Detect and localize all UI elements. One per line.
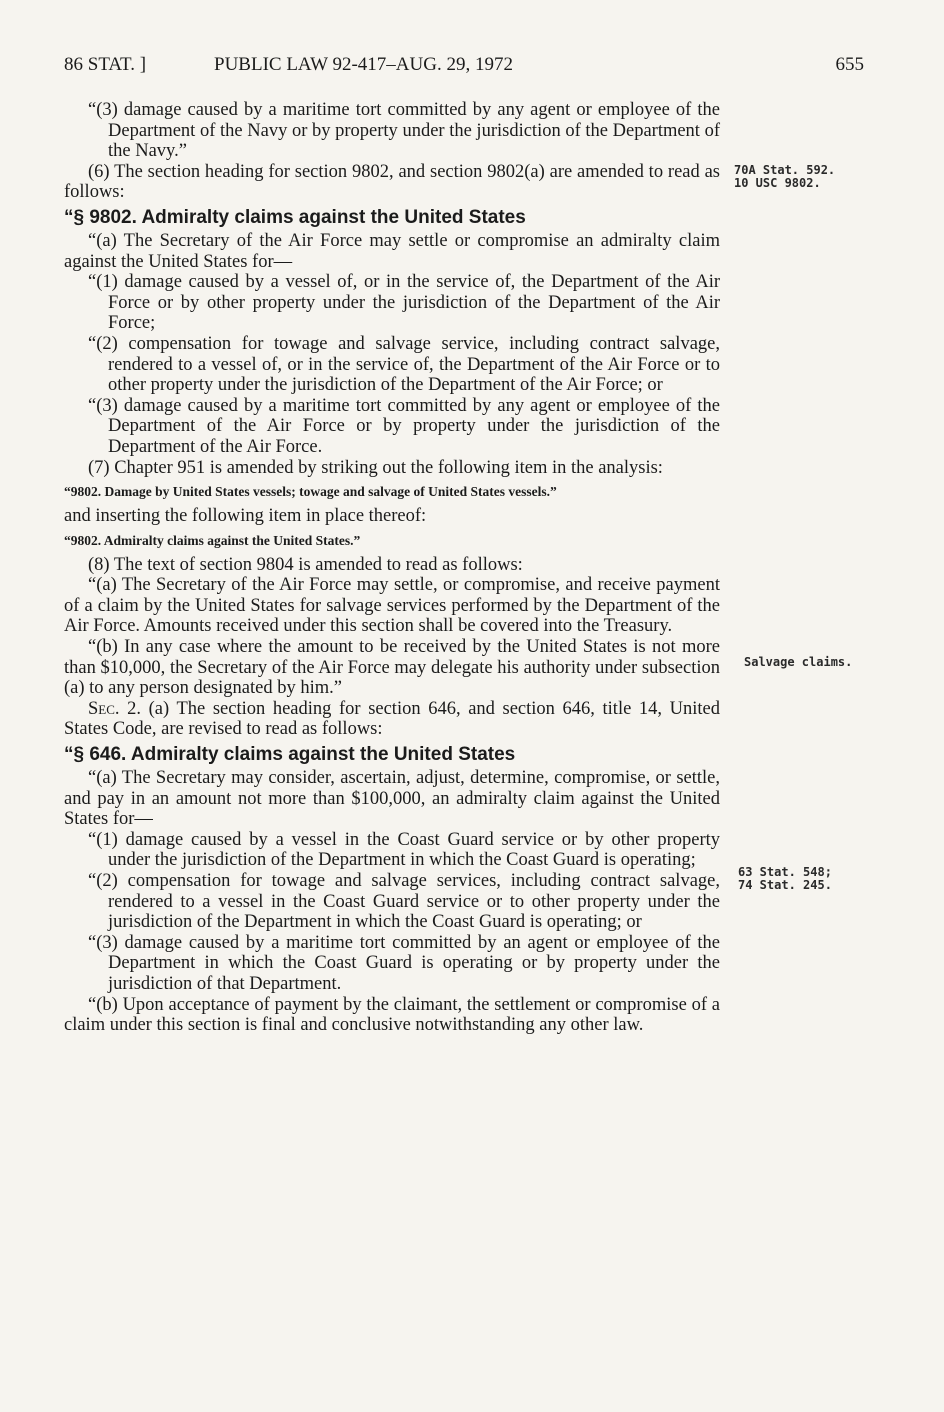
margin-note-line: 70A Stat. 592. xyxy=(734,163,836,177)
paragraph-646-a-2: “(2) compensation for towage and salvage services, including contract salvage, rendered to a vessel in the Coast Guard service or to other property under the jurisdiction of the Department in which the Coast Guard is operating; or xyxy=(88,871,720,933)
paragraph-9804-a: “(a) The Secretary of the Air Force may settle, or compromise, and receive payment of a claim by the United States for salvage services performed by the Department of the Air Force. Amounts received under this section shall be covered into the Treasury. xyxy=(64,575,720,637)
header-page-number: 655 xyxy=(835,54,864,75)
paragraph-646-b: “(b) Upon acceptance of payment by the claimant, the settlement or compromise of a claim under this section is final and conclusive notwithstanding any other law. xyxy=(64,994,720,1036)
analysis-item-insert: “9802. Admiralty claims against the United States.” xyxy=(64,532,361,548)
margin-note-line: 10 USC 9802. xyxy=(734,176,821,190)
paragraph-insert: and inserting the following item in place thereof: xyxy=(64,506,427,527)
margin-note-line: 63 Stat. 548; xyxy=(738,865,832,879)
paragraph-9802-a: “(a) The Secretary of the Air Force may settle or compromise an admiralty claim against the United States for— xyxy=(64,230,720,272)
paragraph-9802-a-2: “(2) compensation for towage and salvage service, including contract salvage, rendered to a vessel of, or in the service of, the Department of the Air Force or to other property under the jurisdiction of the Department of the Air Force; or xyxy=(88,333,720,396)
paragraph-8: (8) The text of section 9804 is amended to read as follows: xyxy=(88,554,523,575)
header-volume: 86 STAT. ] xyxy=(64,54,147,75)
document-body xyxy=(64,100,720,1036)
margin-note-646-citation xyxy=(738,866,858,892)
sec-label: Sec. xyxy=(88,698,120,719)
paragraph-646-a-1: “(1) damage caused by a vessel in the Coast Guard service or by other property under the jurisdiction of the Department in which the Coast Guard is operating; xyxy=(88,829,720,871)
margin-note-9802-citation xyxy=(734,164,854,190)
section-heading-646: “§ 646. Admiralty claims against the United States xyxy=(64,744,516,766)
margin-note-line: 74 Stat. 245. xyxy=(738,878,832,892)
page-header xyxy=(64,54,864,80)
margin-note-line: Salvage claims. xyxy=(744,655,853,669)
paragraph-9802-a-3: “(3) damage caused by a maritime tort committed by any agent or employee of the Department of the Air Force or by property under the jurisdiction of the Department of the Air Force. xyxy=(88,395,720,457)
paragraph-646-a: “(a) The Secretary may consider, ascertain, adjust, determine, compromise, or settle, and pay in an amount not more than $100,000, an admiralty claim against the United States for— xyxy=(64,768,720,830)
paragraph-9804-b: “(b) In any case where the amount to be received by the United States is not more than $10,000, the Secretary of the Air Force may delegate his authority under subsection (a) to any person designated by him.” xyxy=(64,637,720,699)
margin-note-salvage-claims xyxy=(744,656,864,669)
sec-2-text: 2. (a) The section heading for section 646, and section 646, title 14, United States Code, are revised to read as follows: xyxy=(64,698,720,740)
paragraph-6: (6) The section heading for section 9802, and section 9802(a) are amended to read as follows: xyxy=(64,161,720,203)
header-title: PUBLIC LAW 92-417–AUG. 29, 1972 xyxy=(214,54,513,75)
paragraph-646-a-3: “(3) damage caused by a maritime tort committed by an agent or employee of the Department in which the Coast Guard is operating or by property under the jurisdiction of that Department. xyxy=(88,932,720,994)
paragraph-navy-tort: “(3) damage caused by a maritime tort committed by any agent or employee of the Department of the Navy or by property under the jurisdiction of the Department of the Navy.” xyxy=(88,100,720,162)
analysis-item-strike: “9802. Damage by United States vessels; towage and salvage of United States vessels.” xyxy=(64,484,557,500)
section-heading-9802: “§ 9802. Admiralty claims against the United States xyxy=(64,206,526,228)
paragraph-9802-a-1: “(1) damage caused by a vessel of, or in the service of, the Department of the Air Force or by other property under the jurisdiction of the Department of the Air Force; xyxy=(88,272,720,334)
paragraph-7: (7) Chapter 951 is amended by striking out the following item in the analysis: xyxy=(88,457,663,478)
paragraph-sec-2 xyxy=(64,699,720,740)
